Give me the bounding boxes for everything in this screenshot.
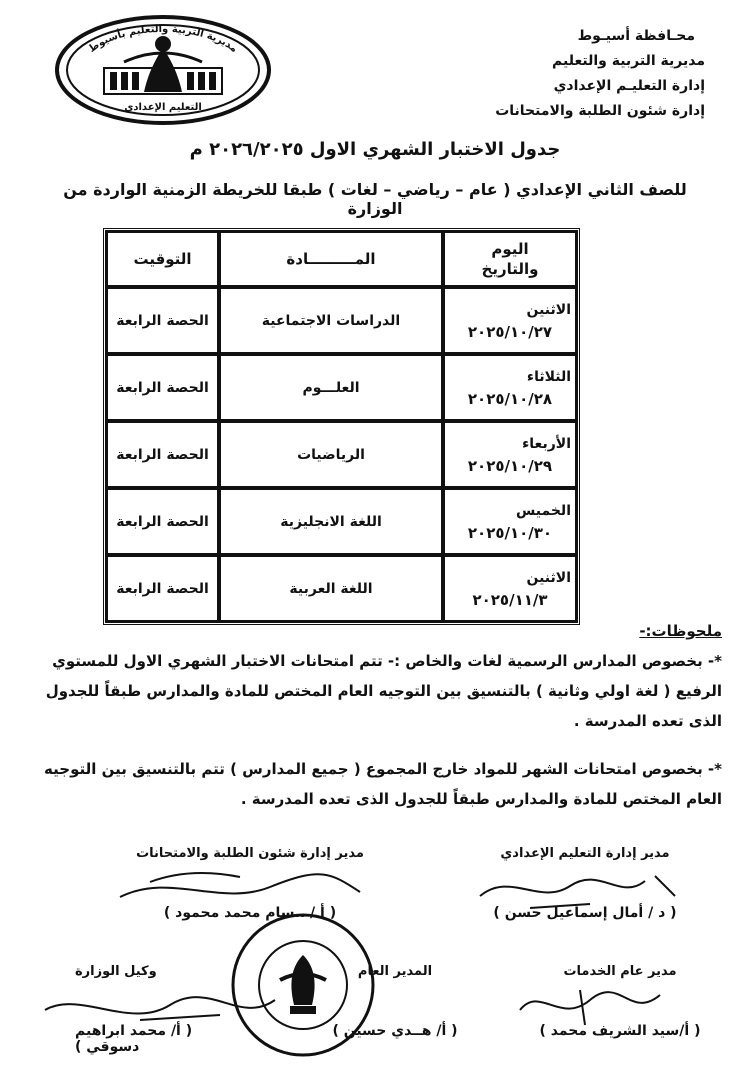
table-row <box>106 488 577 555</box>
day-date-cell <box>443 488 577 555</box>
day-date-cell <box>443 555 577 622</box>
note-text: *- بخصوص امتحانات الشهر للمواد خارج المجموع ( جميع المدارس ) تتم بالتنسيق بين التوجيه العام المختص للمادة والمدارس طبقاً للجدول الذى تعده المدرسة . <box>44 760 722 808</box>
day-name: الاثنين <box>526 301 571 318</box>
notes-title: ملحوظات:- <box>639 622 722 640</box>
note-item <box>24 754 722 814</box>
subject-cell: الرياضيات <box>219 421 443 488</box>
department-line: إدارة التعليـم الإعدادي <box>553 78 705 94</box>
signatory-role: مدير إدارة التعليم الإعدادي <box>500 846 670 861</box>
directorate-line: مديرية التربية والتعليم <box>552 53 705 69</box>
handwritten-signature <box>510 980 690 1030</box>
signatory-name: ( أ/ محمد ابراهيم دسوقي ) <box>75 1023 193 1055</box>
day-name: الثلاثاء <box>526 368 571 385</box>
signatory-name: ( د / أمال إسماعيل حسن ) <box>493 905 677 921</box>
notes-section <box>24 616 722 814</box>
exam-date: ٢٠٢٥/١٠/٢٩ <box>467 456 553 475</box>
time-cell: الحصة الرابعة <box>106 555 219 622</box>
subject-cell: اللغة العربية <box>219 555 443 622</box>
signatory-role: مدير عام الخدمات <box>563 964 677 979</box>
table-row <box>106 287 577 354</box>
handwritten-signature <box>470 866 690 914</box>
governorate-line: محـافظة أسيـوط <box>577 28 695 44</box>
signatory-name: ( أ / ..سام محمد محمود ) <box>163 905 337 921</box>
exam-date: ٢٠٢٥/١١/٣ <box>472 590 548 609</box>
day-name: الاثنين <box>526 569 571 586</box>
page-subtitle: للصف الثاني الإعدادي ( عام – رياضي – لغات ) طبقا للخريطة الزمنية الواردة من الوزارة <box>63 180 687 218</box>
signatory-role: المدير العام <box>357 964 433 979</box>
office-line: إدارة شئون الطلبة والامتحانات <box>495 103 705 119</box>
table-header-row <box>106 231 577 287</box>
schedule-table <box>103 228 580 625</box>
subject-cell: العلـــوم <box>219 354 443 421</box>
header-day-date <box>443 231 577 287</box>
header-day-label: اليوم <box>491 240 529 258</box>
subject-cell: الدراسات الاجتماعية <box>219 287 443 354</box>
subject-cell: اللغة الانجليزية <box>219 488 443 555</box>
day-date-cell <box>443 421 577 488</box>
official-stamp <box>228 910 378 1060</box>
header-subject: المـــــــــادة <box>219 231 443 287</box>
signatory-name: ( أ/ هــدي حسين ) <box>332 1023 458 1039</box>
table-row <box>106 555 577 622</box>
time-cell: الحصة الرابعة <box>106 488 219 555</box>
exam-date: ٢٠٢٥/١٠/٢٨ <box>467 389 553 408</box>
schedule-table-wrapper <box>103 228 580 625</box>
header-block <box>445 24 705 124</box>
logo-text-bottom: التعليم الإعدادي <box>124 102 202 113</box>
day-name: الخميس <box>515 502 571 519</box>
header-time: التوقيت <box>106 231 219 287</box>
note-item <box>24 646 722 736</box>
header-date-label: والتاريخ <box>481 260 539 278</box>
exam-date: ٢٠٢٥/١٠/٣٠ <box>467 523 553 542</box>
time-cell: الحصة الرابعة <box>106 354 219 421</box>
day-date-cell <box>443 287 577 354</box>
day-name: الأربعاء <box>522 435 571 452</box>
time-cell: الحصة الرابعة <box>106 287 219 354</box>
signatory-role: وكيل الوزارة <box>75 964 157 979</box>
page-title: جدول الاختبار الشهري الاول ٢٠٢٦/٢٠٢٥ م <box>189 139 561 160</box>
signatory-name: ( أ/سيد الشريف محمد ) <box>539 1023 701 1039</box>
logo-text-top: مديرية التربية والتعليم بأسيوط <box>86 23 240 55</box>
directorate-logo <box>54 14 272 126</box>
day-date-cell <box>443 354 577 421</box>
handwritten-signature <box>110 862 370 912</box>
exam-date: ٢٠٢٥/١٠/٢٧ <box>467 322 553 341</box>
signatory-role: مدير إدارة شئون الطلبة والامتحانات <box>136 846 364 861</box>
table-row <box>106 421 577 488</box>
note-text: *- بخصوص المدارس الرسمية لغات والخاص :- تتم امتحانات الاختبار الشهري الاول للمستوي الرفيع ( لغة اولي وثانية ) بالتنسيق بين التوجيه العام المختص للمادة والمدارس طبقاً للجدول الذى تعده المدرسة . <box>45 652 722 730</box>
table-row <box>106 354 577 421</box>
time-cell: الحصة الرابعة <box>106 421 219 488</box>
